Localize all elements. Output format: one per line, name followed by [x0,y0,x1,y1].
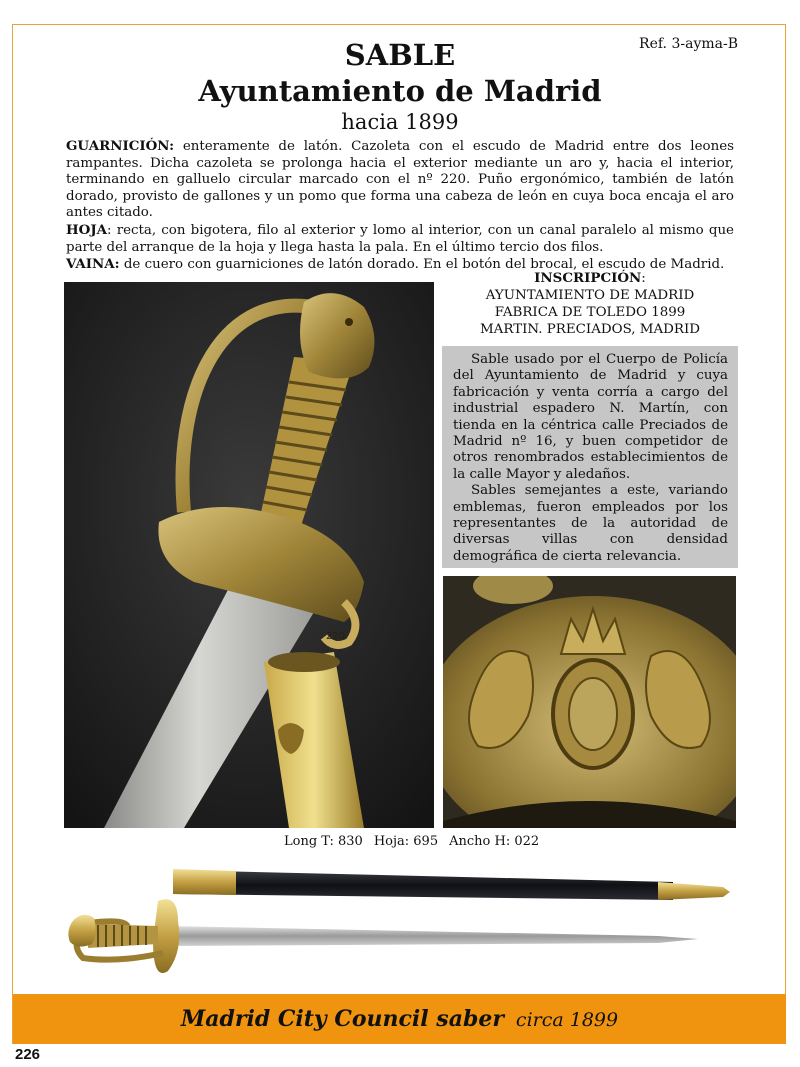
hilt-photo [64,282,434,828]
hoja-paragraph: HOJA: recta, con bigotera, filo al exterior y lomo al interior, con un canal paralelo al mismo que parte del arranque de la hoja y llega hasta la pala. En el último tercio dos filos. [66,221,734,255]
history-note [442,346,738,568]
vaina-paragraph: VAINA: de cuero con guarniciones de latón dorado. En el botón del brocal, el escudo de Madrid. [66,256,725,273]
footer-date: circa 1899 [515,1009,619,1031]
page-title: SABLE [344,38,456,72]
page-date: hacia 1899 [341,110,459,134]
inscription-heading: INSCRIPCIÓN: [534,270,646,286]
reference-code: Ref. 3-ayma-B [639,36,738,52]
guarnicion-paragraph: GUARNICIÓN: enteramente de latón. Cazoleta con el escudo de Madrid entre dos leones rampantes. Dicha cazoleta se prolonga hacia el exterior mediante un aro y, hacia el interior, terminando en galluelo circular marcado con el nº 220. Puño ergonómico, también de latón dorado, provisto de gallones y un pomo que forma una cabeza de león en cuya boca encaja el aro antes citado. [66,138,734,221]
blade-width: Ancho H: 022 [449,834,540,849]
inscription-line: FABRICA DE TOLEDO 1899 [494,305,686,320]
blade-length: Hoja: 695 [373,834,439,849]
inscription-block [442,270,738,338]
footer-banner [13,994,786,1044]
guard-number: 220 [326,631,346,642]
page-number: 226 [15,1046,41,1063]
inscription-line: AYUNTAMIENTO DE MADRID [485,288,695,303]
description-block [66,138,734,274]
coat-of-arms-photo [443,576,736,828]
dimensions [284,834,550,849]
note-paragraph: Sable usado por el Cuerpo de Policía del Ayuntamiento de Madrid y cuya fabricación y venta corría a cargo del industrial espadero N. Martín, con tienda en la céntrica calle Preciados de Madrid nº 16, y buen competidor de otros renombrados establecimientos de la calle Mayor y aledaños. [453,352,728,482]
page-subtitle: Ayuntamiento de Madrid [198,74,602,108]
inscription-line: MARTIN. PRECIADOS, MADRID [479,322,701,337]
total-length: Long T: 830 [284,834,363,849]
full-sword-photo [58,856,748,986]
footer-title: Madrid City Council saber [180,1006,504,1032]
note-paragraph: Sables semejantes a este, variando emblemas, fueron empleados por los representantes de la autoridad de diversas villas con densidad demográfica de cierta relevancia. [453,483,728,564]
